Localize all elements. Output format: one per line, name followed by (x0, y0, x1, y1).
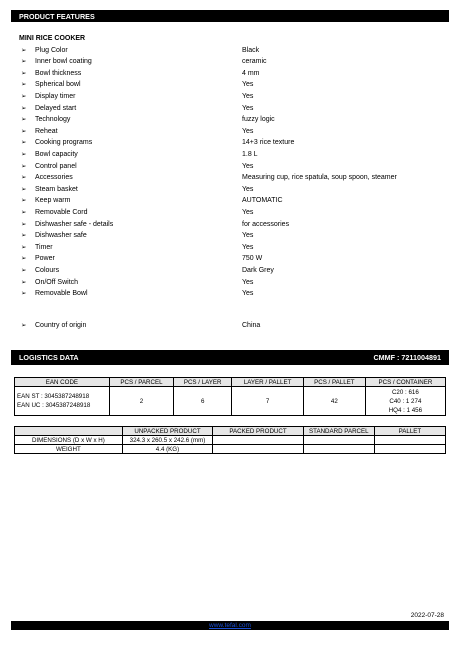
feature-label: Cooking programs (35, 139, 93, 147)
packed-value (213, 445, 304, 454)
feature-label: Accessories (35, 174, 73, 182)
feature-label: Delayed start (35, 104, 77, 112)
dimensions-table (14, 426, 446, 454)
feature-row (0, 242, 460, 254)
logistics-table-header-row (15, 378, 446, 387)
feature-value: for accessories (242, 220, 290, 228)
bullet-arrow-icon: ➢ (21, 116, 27, 124)
bullet-arrow-icon: ➢ (21, 185, 27, 193)
header-pallet: PALLET (374, 427, 445, 436)
bullet-arrow-icon: ➢ (21, 278, 27, 286)
website-link[interactable]: www.tefal.com (209, 622, 251, 629)
feature-label: Country of origin (35, 321, 87, 329)
pcs-layer-value: 6 (174, 387, 232, 416)
header-standard-parcel: STANDARD PARCEL (303, 427, 374, 436)
feature-row (0, 137, 460, 149)
feature-value: Yes (242, 81, 254, 89)
feature-row (0, 288, 460, 300)
feature-value: AUTOMATIC (242, 197, 283, 205)
bullet-arrow-icon: ➢ (21, 139, 27, 147)
bullet-arrow-icon: ➢ (21, 220, 27, 228)
feature-label: Keep warm (35, 197, 71, 205)
logistics-header (11, 350, 449, 365)
logistics-title: LOGISTICS DATA (19, 353, 79, 362)
feature-label: Timer (35, 243, 53, 251)
feature-row (0, 207, 460, 219)
ean-codes-cell (15, 387, 110, 416)
header-ean-code: EAN CODE (15, 378, 110, 387)
bullet-arrow-icon: ➢ (21, 81, 27, 89)
pallet-value (374, 436, 445, 445)
feature-label: Plug Color (35, 46, 68, 54)
bullet-arrow-icon: ➢ (21, 232, 27, 240)
feature-value: ceramic (242, 58, 267, 66)
feature-label: Power (35, 255, 55, 263)
feature-value: Yes (242, 185, 254, 193)
feature-row (0, 277, 460, 289)
feature-label: Control panel (35, 162, 77, 170)
parcel-value (303, 436, 374, 445)
feature-row (0, 79, 460, 91)
bullet-arrow-icon: ➢ (21, 243, 27, 251)
row-label: WEIGHT (15, 445, 123, 454)
feature-row (0, 114, 460, 126)
feature-label: Colours (35, 266, 60, 274)
feature-row (0, 172, 460, 184)
feature-value: Yes (242, 290, 254, 298)
feature-value: Measuring cup, rice spatula, soup spoon, steamer (242, 174, 397, 182)
feature-label: Inner bowl coating (35, 58, 92, 66)
packed-value (213, 436, 304, 445)
feature-value: 1.8 L (242, 150, 258, 158)
footer-bar (11, 621, 449, 630)
dimensions-table-header-row (15, 427, 446, 436)
feature-value: China (242, 321, 261, 329)
pcs-pallet-value: 42 (303, 387, 365, 416)
bullet-arrow-icon: ➢ (21, 46, 27, 54)
header-packed-product: PACKED PRODUCT (213, 427, 304, 436)
unpacked-value: 4.4 (KG) (122, 445, 213, 454)
feature-value: 14+3 rice texture (242, 139, 295, 147)
unpacked-value: 324.3 x 260.5 x 242.6 (mm) (122, 436, 213, 445)
parcel-value (303, 445, 374, 454)
table-row (15, 387, 446, 416)
feature-row (0, 149, 460, 161)
feature-label: On/Off Switch (35, 278, 79, 286)
feature-label: Bowl capacity (35, 150, 78, 158)
pallet-value (374, 445, 445, 454)
feature-row (0, 184, 460, 196)
feature-label: Display timer (35, 92, 76, 100)
feature-value: 750 W (242, 255, 263, 263)
bullet-arrow-icon: ➢ (21, 266, 27, 274)
feature-value: Yes (242, 278, 254, 286)
feature-row (0, 219, 460, 231)
feature-label: Bowl thickness (35, 69, 82, 77)
feature-row (0, 265, 460, 277)
bullet-arrow-icon: ➢ (21, 255, 27, 263)
feature-value: Yes (242, 162, 254, 170)
bullet-arrow-icon: ➢ (21, 69, 27, 77)
feature-row (0, 320, 460, 332)
container-c20: C20 : 616 (391, 388, 419, 396)
feature-row (0, 126, 460, 138)
bullet-arrow-icon: ➢ (21, 58, 27, 66)
bullet-arrow-icon: ➢ (21, 162, 27, 170)
bullet-arrow-icon: ➢ (21, 174, 27, 182)
feature-value: Yes (242, 243, 254, 251)
feature-value: 4 mm (242, 69, 260, 77)
feature-label: Dishwasher safe - details (35, 220, 114, 228)
header-layer-pallet: LAYER / PALLET (232, 378, 304, 387)
feature-row (0, 253, 460, 265)
ean-uc: EAN UC : 3045387248918 (17, 402, 91, 409)
feature-row (0, 195, 460, 207)
feature-label: Dishwasher safe (35, 232, 87, 240)
table-row (15, 436, 446, 445)
feature-value: Yes (242, 208, 254, 216)
pcs-container-cell (365, 387, 445, 416)
feature-value: Black (242, 46, 260, 54)
bullet-arrow-icon: ➢ (21, 290, 27, 298)
feature-label: Removable Bowl (35, 290, 88, 298)
bullet-arrow-icon: ➢ (21, 92, 27, 100)
header-pcs-container: PCS / CONTAINER (365, 378, 445, 387)
pcs-parcel-value: 2 (109, 387, 173, 416)
feature-row (0, 161, 460, 173)
bullet-arrow-icon: ➢ (21, 150, 27, 158)
container-c40: C40 : 1 274 (389, 397, 422, 405)
logistics-table (14, 377, 446, 416)
feature-row (0, 56, 460, 68)
feature-value: Yes (242, 232, 254, 240)
feature-row (0, 230, 460, 242)
feature-row (0, 68, 460, 80)
feature-row (0, 45, 460, 57)
container-hq4: HQ4 : 1 456 (388, 406, 423, 414)
feature-value: Yes (242, 92, 254, 100)
row-label: DIMENSIONS (D x W x H) (15, 436, 123, 445)
cmmf-code: CMMF : 7211004891 (373, 353, 441, 362)
header-pcs-pallet: PCS / PALLET (303, 378, 365, 387)
header-unpacked-product: UNPACKED PRODUCT (122, 427, 213, 436)
header-pcs-layer: PCS / LAYER (174, 378, 232, 387)
feature-value: fuzzy logic (242, 116, 275, 124)
feature-label: Technology (35, 116, 71, 124)
bullet-arrow-icon: ➢ (21, 208, 27, 216)
feature-row (0, 91, 460, 103)
bullet-arrow-icon: ➢ (21, 127, 27, 135)
ean-st: EAN ST : 3045387248918 (17, 393, 90, 400)
feature-label: Reheat (35, 127, 58, 135)
bullet-arrow-icon: ➢ (21, 321, 27, 329)
product-name: MINI RICE COOKER (19, 35, 86, 42)
product-features-title: PRODUCT FEATURES (19, 11, 95, 21)
layer-pallet-value: 7 (232, 387, 304, 416)
table-row (15, 445, 446, 454)
feature-value: Yes (242, 104, 254, 112)
bullet-arrow-icon: ➢ (21, 104, 27, 112)
header-pcs-parcel: PCS / PARCEL (109, 378, 173, 387)
document-date: 2022-07-28 (410, 612, 444, 619)
feature-label: Steam basket (35, 185, 78, 193)
feature-row (0, 103, 460, 115)
header-blank (15, 427, 123, 436)
bullet-arrow-icon: ➢ (21, 197, 27, 205)
product-features-header (11, 10, 449, 22)
feature-label: Removable Cord (35, 208, 88, 216)
feature-value: Dark Grey (242, 266, 274, 274)
feature-label: Spherical bowl (35, 81, 81, 89)
feature-value: Yes (242, 127, 254, 135)
